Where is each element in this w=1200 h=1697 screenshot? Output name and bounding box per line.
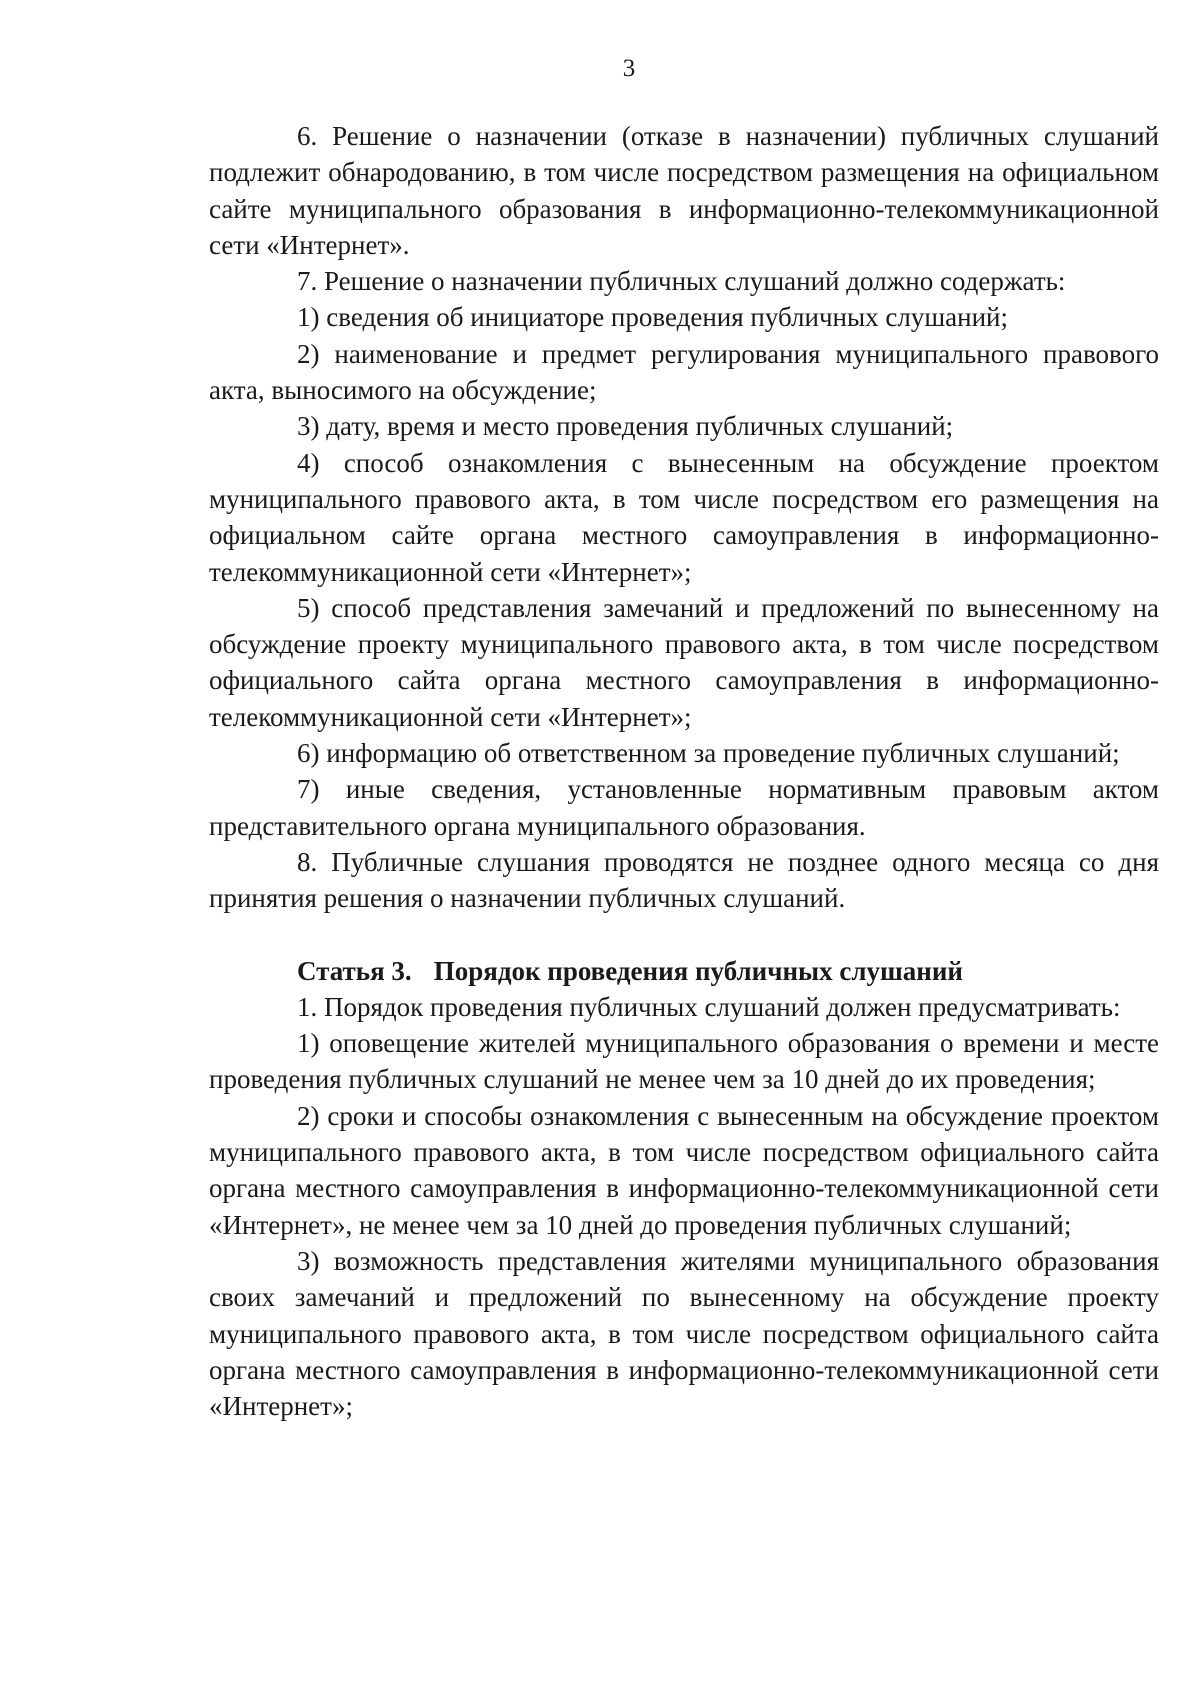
article-heading xyxy=(209,953,1159,989)
paragraph-8: 8. Публичные слушания проводятся не позднее одного месяца со дня принятия решения о назначении публичных слушаний. xyxy=(209,846,1159,914)
paragraph-7: 7. Решение о назначении публичных слушаний должно содержать: xyxy=(297,266,1066,297)
list-item-2: 2) наименование и предмет регулирования муниципального правового акта, выносимого на обсуждение; xyxy=(209,338,1159,406)
article-title: Порядок проведения публичных слушаний xyxy=(433,955,963,986)
article-paragraph-1: 1. Порядок проведения публичных слушаний должен предусматривать: xyxy=(297,991,1121,1022)
list-item-1: 1) сведения об инициаторе проведения публичных слушаний; xyxy=(297,302,1008,333)
list-item-5: 5) способ представления замечаний и предложений по вынесенному на обсуждение проекту муниципального правового акта, в том числе посредством официального сайта органа местного самоуправления в информационно-телекоммуникационной сети «Интернет»; xyxy=(209,592,1159,732)
article-list-item-1: 1) оповещение жителей муниципального образования о времени и месте проведения публичных слушаний не менее чем за 10 дней до их проведения; xyxy=(209,1028,1159,1095)
list-item-6: 6) информацию об ответственном за проведение публичных слушаний; xyxy=(297,738,1120,769)
list-item-7: 7) иные сведения, установленные нормативным правовым актом представительного органа муниципального образования. xyxy=(209,774,1159,841)
page-number: 3 xyxy=(622,55,636,82)
article-number: Статья 3. xyxy=(297,955,412,986)
document-body xyxy=(209,118,1159,1424)
article-list-item-3: 3) возможность представления жителями муниципального образования своих замечаний и предложений по вынесенному на обсуждение проекту муниципального правового акта, в том числе посредством официального сайта органа местного самоуправления в информационно-телекоммуникационной сети «Интернет»; xyxy=(209,1245,1159,1422)
article-list-item-2: 2) сроки и способы ознакомления с вынесенным на обсуждение проектом муниципального правового акта, в том числе посредством официального сайта органа местного самоуправления в информационно-телекоммуникационной сети «Интернет», не менее чем за 10 дней до проведения публичных слушаний; xyxy=(209,1100,1159,1240)
list-item-4: 4) способ ознакомления с вынесенным на обсуждение проектом муниципального правового акта, в том числе посредством его размещения на официальном сайте органа местного самоуправления в информационно-телекоммуникационной сети «Интернет»; xyxy=(209,447,1159,587)
paragraph-6: 6. Решение о назначении (отказе в назначении) публичных слушаний подлежит обнародованию, в том числе посредством размещения на официальном сайте муниципального образования в информационно-телекоммуникационной сети «Интернет». xyxy=(209,121,1159,260)
section-spacer xyxy=(209,917,1159,953)
list-item-3: 3) дату, время и место проведения публичных слушаний; xyxy=(297,411,954,442)
